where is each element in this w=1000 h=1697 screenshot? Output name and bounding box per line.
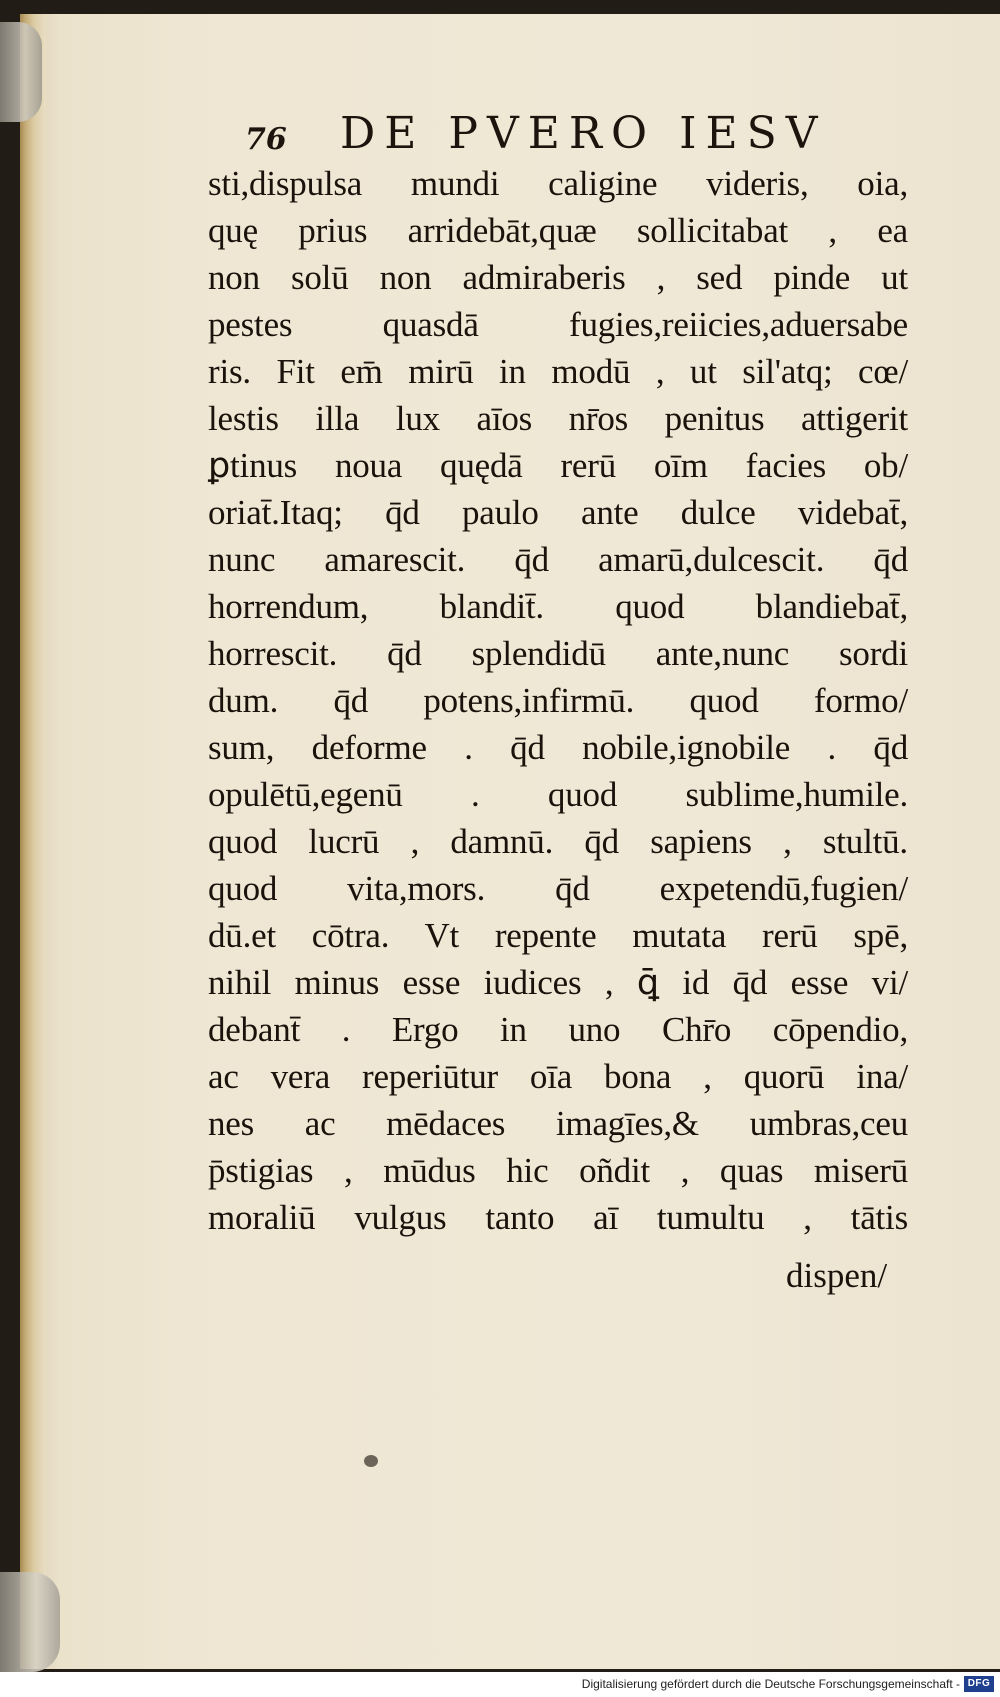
running-head: DE PVERO IESV: [340, 108, 827, 159]
text-line: horrendum, blandit̄. quod blandiebat̄,: [208, 587, 908, 626]
text-line: ꝑtinus noua quędā rerū oīm facies ob/: [208, 446, 908, 485]
text-line: moraliū vulgus tanto aī tumultu , tātis: [208, 1198, 908, 1237]
text-line: horrescit. q̄d splendidū ante,nunc sordi: [208, 634, 908, 673]
text-line: ris. Fit em̄ mirū in modū , ut sil'atq; cœ/: [208, 352, 908, 391]
text-line: dū.et cōtra. Vt repente mutata rerū spē,: [208, 916, 908, 955]
text-line: sti,dispulsa mundi caligine videris, oia,: [208, 164, 908, 203]
page-edge: [20, 14, 46, 1669]
text-line: non solū non admiraberis , sed pinde ut: [208, 258, 908, 297]
text-line: nes ac mēdaces imagīes,& umbras,ceu: [208, 1104, 908, 1143]
text-line: lestis illa lux aīos nr̄os penitus attigerit: [208, 399, 908, 438]
page-number: 76: [245, 122, 287, 157]
text-line: opulētū,egenū . quod sublime,humile.: [208, 775, 908, 814]
text-line: p̄stigias , mūdus hic oñdit , quas miserū: [208, 1151, 908, 1190]
dfg-logo-icon: DFG: [964, 1676, 994, 1692]
page-header: [245, 108, 885, 158]
text-line: pestes quasdā fugies,reiicies,aduersabe: [208, 305, 908, 344]
page-clip-bottom: [0, 1572, 60, 1672]
text-line: quod vita,mors. q̄d expetendū,fugien/: [208, 869, 908, 908]
text-line: sum, deforme . q̄d nobile,ignobile . q̄d: [208, 728, 908, 767]
text-line: debant̄ . Ergo in uno Chr̄o cōpendio,: [208, 1010, 908, 1049]
body-text: [208, 160, 908, 1241]
text-line: nunc amarescit. q̄d amarū,dulcescit. q̄d: [208, 540, 908, 579]
text-line: dum. q̄d potens,infirmū. quod formo/: [208, 681, 908, 720]
digitization-footer: [0, 1672, 1000, 1697]
text-line: quod lucrū , damnū. q̄d sapiens , stultū.: [208, 822, 908, 861]
text-line: oriat̄.Itaq; q̄d paulo ante dulce videbat̄,: [208, 493, 908, 532]
paper-speck: [364, 1455, 378, 1467]
text-line: quę prius arridebāt,quæ sollicitabat , ea: [208, 211, 908, 250]
catchword: dispen/: [786, 1256, 888, 1295]
page-clip-top: [0, 22, 42, 122]
text-line: nihil minus esse iudices , ꝗ̄ id q̄d esse vi/: [208, 963, 908, 1002]
funding-credit: Digitalisierung gefördert durch die Deutsche Forschungsgemeinschaft -: [581, 1677, 960, 1691]
text-line: ac vera reperiūtur oīa bona , quorū ina/: [208, 1057, 908, 1096]
